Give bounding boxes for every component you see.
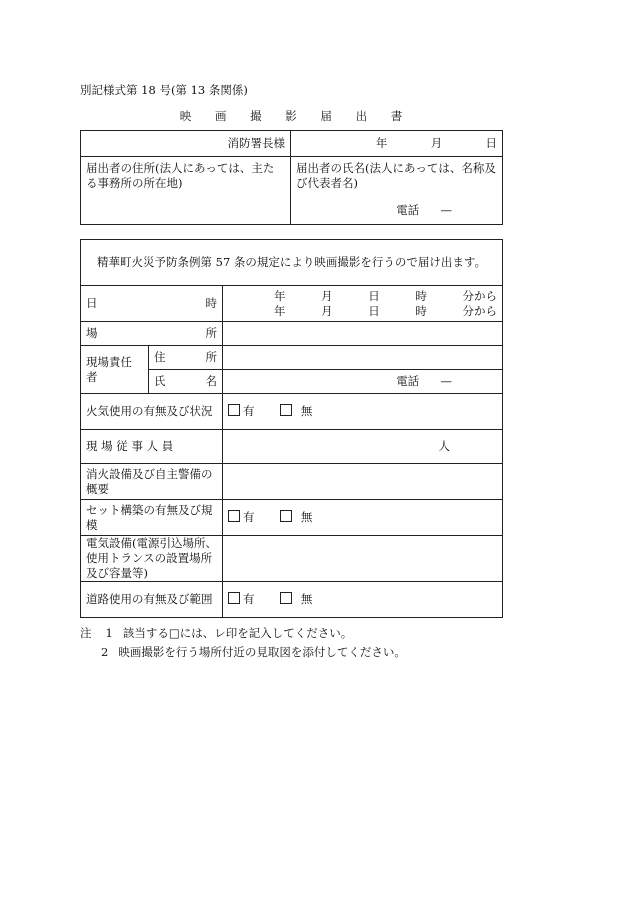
set-construction-field: 有 無 <box>223 500 503 536</box>
submission-date[interactable] <box>291 131 503 157</box>
title-char: 書 <box>390 109 403 123</box>
applicant-name-label: 届出者の氏名(法人にあっては、名称及び代表者名) <box>296 161 496 190</box>
addressee: 消防署長様 <box>81 131 291 157</box>
notes <box>80 624 406 662</box>
electric-field[interactable] <box>223 536 503 582</box>
staff-field[interactable] <box>223 430 503 464</box>
phone-dash: — <box>440 203 452 217</box>
title-char: 届 <box>320 109 332 123</box>
road-use-field: 有 無 <box>223 582 503 618</box>
checkbox-yes[interactable] <box>228 592 240 604</box>
title-char: 出 <box>355 109 368 123</box>
applicant-name-cell[interactable] <box>291 157 503 225</box>
title-char: 撮 <box>250 109 262 123</box>
electric-label: 電気設備(電源引込場所、使用トランスの設置場所及び容量等) <box>81 536 223 582</box>
header-table <box>80 130 503 225</box>
date-day: 日 <box>485 136 497 150</box>
manager-address-field[interactable] <box>223 346 503 370</box>
fire-use-field: 有 無 <box>223 394 503 430</box>
applicant-address-label: 届出者の住所(法人にあっては、主たる事務所の所在地) <box>86 161 275 190</box>
extinguish-label: 消火設備及び自主警備の概要 <box>81 464 223 500</box>
title-char: 映 <box>179 109 192 123</box>
checkbox-yes[interactable] <box>228 510 240 522</box>
site-manager-label: 現場責任者 <box>81 346 149 394</box>
place-label: 場 所 <box>81 322 223 346</box>
datetime-field[interactable]: 年 月 日 時 分から 年 月 日 時 分から <box>223 286 503 322</box>
place-field[interactable] <box>223 322 503 346</box>
phone-dash: — <box>440 374 452 388</box>
phone-label: 電話 <box>396 374 420 388</box>
checkbox-yes[interactable] <box>228 404 240 416</box>
title-char: 画 <box>214 109 227 123</box>
extinguish-field[interactable] <box>223 464 503 500</box>
applicant-address-cell[interactable] <box>81 157 291 225</box>
checkbox-no[interactable] <box>280 592 292 604</box>
staff-label: 現 場 従 事 人 員 <box>81 430 223 464</box>
note-2: 2 映画撮影を行う場所付近の見取図を添付してください。 <box>101 645 406 659</box>
checkbox-no[interactable] <box>280 404 292 416</box>
phone-label: 電話 <box>396 203 420 217</box>
note-1: 注 1 該当する□には、レ印を記入してください。 <box>80 626 353 640</box>
title-char: 影 <box>285 109 297 123</box>
statement: 精華町火災予防条例第 57 条の規定により映画撮影を行うので届け出ます。 <box>81 240 503 286</box>
datetime-label: 日 時 <box>81 286 223 322</box>
manager-address-label: 住 所 <box>149 346 223 370</box>
document-title <box>80 108 502 124</box>
applicant-phone <box>396 203 452 218</box>
manager-name-label: 氏 名 <box>149 370 223 394</box>
date-year: 年 <box>375 136 388 150</box>
fire-use-label: 火気使用の有無及び状況 <box>81 394 223 430</box>
set-construction-label: セット構築の有無及び規模 <box>81 500 223 536</box>
road-use-label: 道路使用の有無及び範囲 <box>81 582 223 618</box>
date-month: 月 <box>430 136 443 150</box>
checkbox-no[interactable] <box>280 510 292 522</box>
manager-name-field[interactable] <box>223 370 503 394</box>
form-reference: 別記様式第 18 号(第 13 条関係) <box>80 83 248 97</box>
staff-unit: 人 <box>438 439 450 453</box>
main-table <box>80 239 503 618</box>
